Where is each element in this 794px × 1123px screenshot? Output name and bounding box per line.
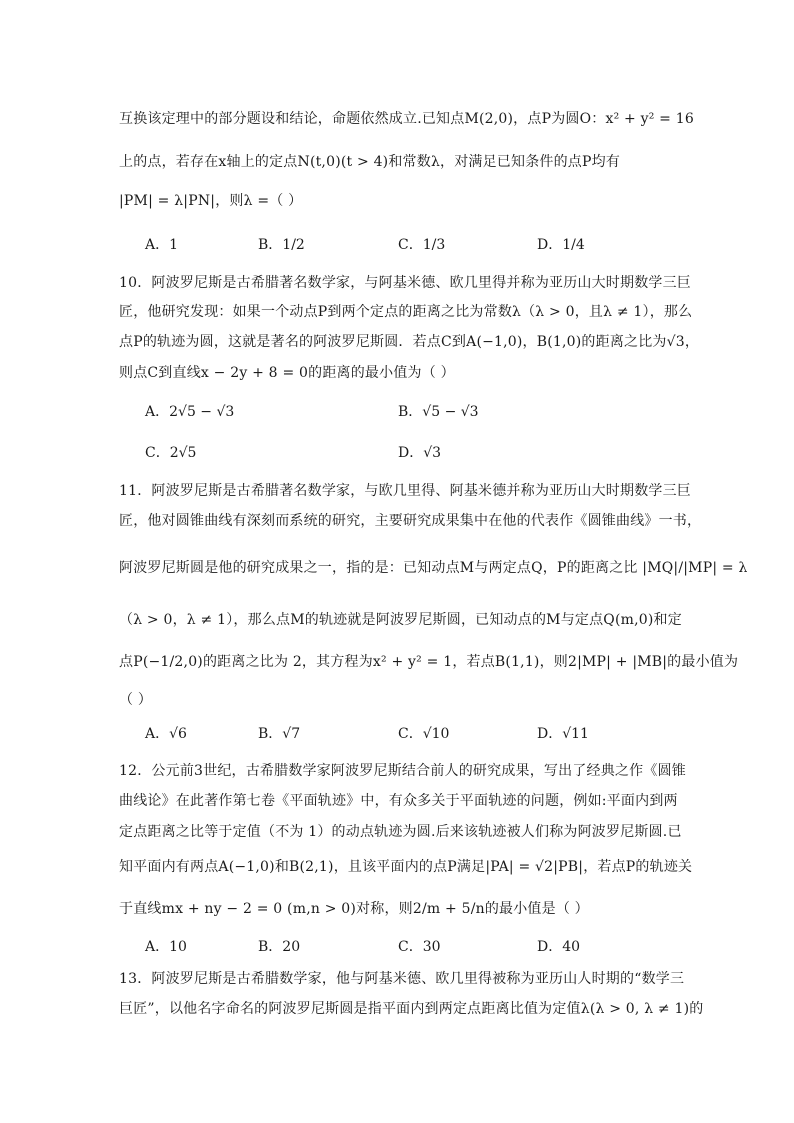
- q12-option-d: D．40: [537, 939, 581, 955]
- q10-option-c: C．2√5: [145, 445, 197, 461]
- q10-text-line-1: 10．阿波罗尼斯是古希腊著名数学家，与阿基米德、欧几里得并称为亚历山大时期数学三巨: [119, 275, 692, 291]
- q9-text-line-3: |PM| = λ|PN|，则λ =（ ）: [119, 193, 303, 209]
- q12-text-line-4: 知平面内有两点A(−1,0)和B(2,1)，且该平面内的点P满足|PA| = √2|PB|，若点P的轨迹关: [119, 859, 693, 875]
- q11-text-line-2: 匠，他对圆锥曲线有深刻而系统的研究，主要研究成果集中在他的代表作《圆锥曲线》一书，: [119, 513, 702, 529]
- q10-option-d: D．√3: [398, 445, 442, 461]
- q9-option-b: B．1/2: [258, 237, 305, 253]
- q11-option-c: C．√10: [398, 726, 450, 742]
- q10-text-line-2: 匠，他研究发现：如果一个动点P到两个定点的距离之比为常数λ（λ > 0，且λ ≠ 1），那么: [119, 304, 693, 320]
- q9-text-line-1: 互换该定理中的部分题设和结论，命题依然成立.已知点M(2,0)，点P为圆O：x² + y² = 16: [119, 111, 694, 127]
- q11-option-a: A．√6: [145, 726, 187, 742]
- q10-text-line-4: 则点C到直线x − 2y + 8 = 0的距离的最小值为（ ）: [119, 365, 455, 381]
- q9-option-c: C．1/3: [398, 237, 446, 253]
- q12-text-line-3: 定点距离之比等于定值（不为 1）的动点轨迹为圆.后来该轨迹被人们称为阿波罗尼斯圆.已: [119, 824, 682, 840]
- q12-text-line-1: 12．公元前3世纪，古希腊数学家阿波罗尼斯结合前人的研究成果，写出了经典之作《圆锥: [119, 763, 686, 779]
- q12-text-line-2: 曲线论》在此著作第七卷《平面轨迹》中，有众多关于平面轨迹的问题，例如:平面内到两: [119, 793, 678, 809]
- q10-option-b: B．√5 − √3: [398, 404, 479, 420]
- q11-text-line-5: 点P(−1/2,0)的距离之比为 2，其方程为x² + y² = 1，若点B(1,1)，则2|MP| + |MB|的最小值为: [119, 654, 739, 670]
- q11-text-line-4: （λ > 0，λ ≠ 1），那么点M的轨迹就是阿波罗尼斯圆，已知动点的M与定点Q(m,0)和定: [119, 612, 682, 628]
- q11-text-line-1: 11．阿波罗尼斯是古希腊著名数学家，与欧几里得、阿基米德并称为亚历山大时期数学三巨: [119, 483, 692, 499]
- q10-text-line-3: 点P的轨迹为圆，这就是著名的阿波罗尼斯圆．若点C到A(−1,0)，B(1,0)的距离之比为√3，: [119, 334, 700, 350]
- q13-text-line-2: 巨匠”，以他名字命名的阿波罗尼斯圆是指平面内到两定点距离比值为定值λ(λ > 0, λ ≠ 1)的: [119, 1001, 704, 1017]
- q11-text-line-3: 阿波罗尼斯圆是他的研究成果之一，指的是：已知动点M与两定点Q，P的距离之比 |MQ|/|MP| = λ: [119, 560, 748, 576]
- q12-text-line-5: 于直线mx + ny − 2 = 0 (m,n > 0)对称，则2/m + 5/n的最小值是（ ）: [119, 901, 589, 917]
- q11-option-d: D．√11: [537, 726, 589, 742]
- q12-option-c: C．30: [398, 939, 441, 955]
- q11-text-line-6: （ ）: [119, 692, 153, 708]
- q9-option-a: A．1: [145, 237, 179, 253]
- q11-option-b: B．√7: [258, 726, 301, 742]
- q9-text-line-2: 上的点，若存在x轴上的定点N(t,0)(t > 4)和常数λ，对满足已知条件的点P均有: [119, 154, 621, 170]
- q9-option-d: D．1/4: [537, 237, 585, 253]
- q12-option-b: B．20: [258, 939, 301, 955]
- q12-option-a: A．10: [145, 939, 187, 955]
- q10-option-a: A．2√5 − √3: [145, 404, 235, 420]
- q13-text-line-1: 13．阿波罗尼斯是古希腊数学家，他与阿基米德、欧几里得被称为亚历山人时期的“数学三: [119, 971, 685, 987]
